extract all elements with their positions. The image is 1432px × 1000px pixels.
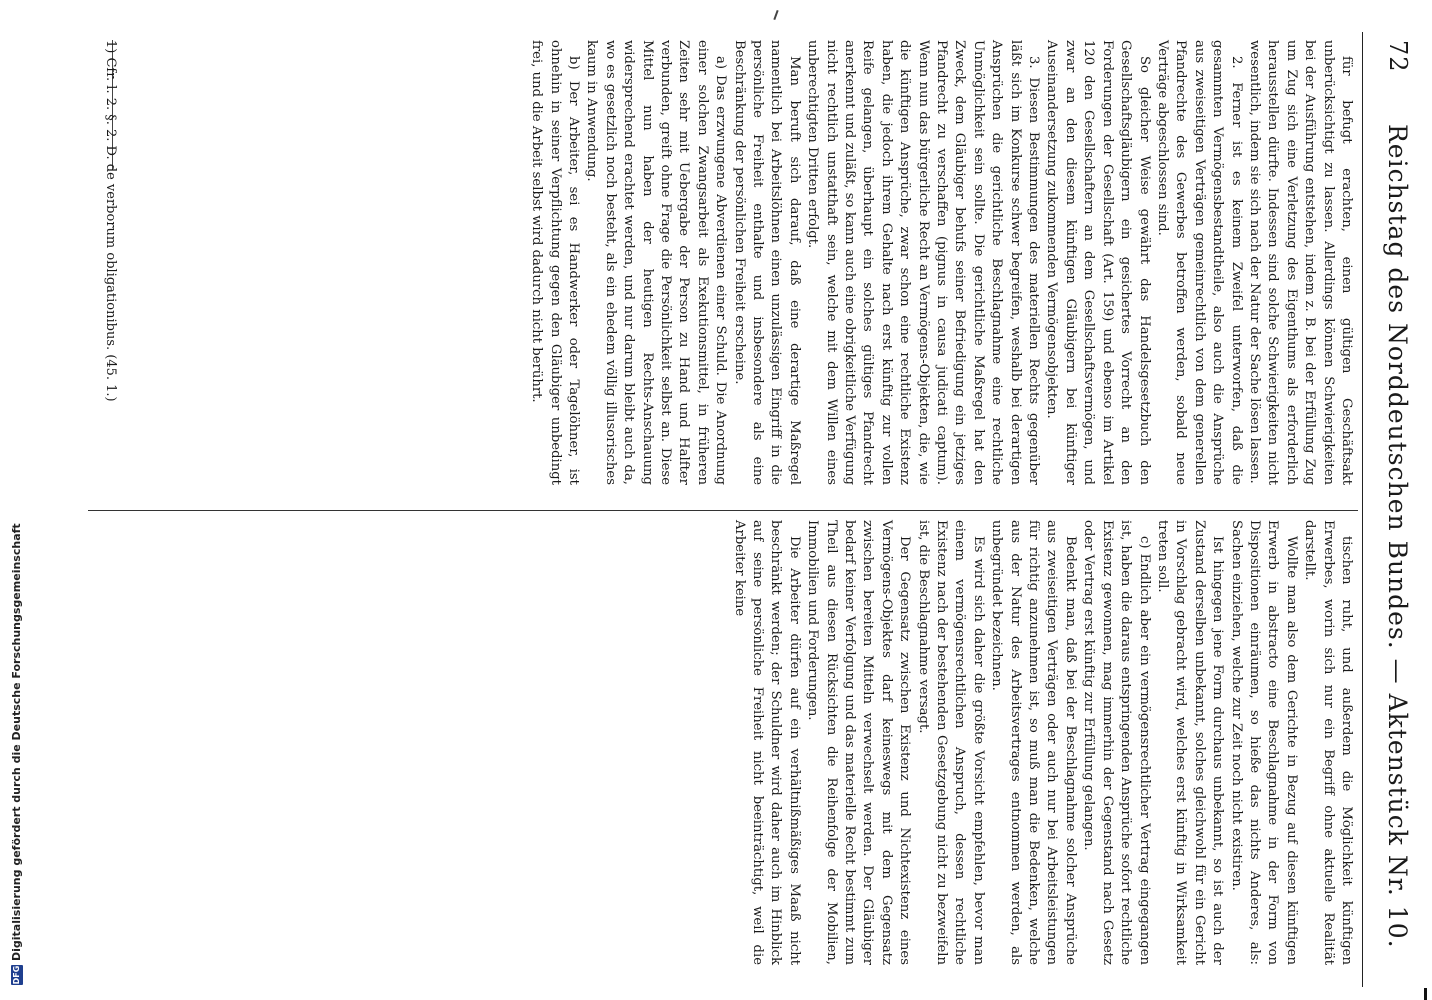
digitization-credit bbox=[10, 25, 23, 985]
paragraph: Man beruft sich darauf, daß eine derartige Maßregel namentlich bei Arbeitslöhnen einen unzulässigen Eingriff in die persönliche Freiheit enthalte und insbesondere als eine Beschränkung der persönlichen Freiheit erscheine. bbox=[731, 40, 802, 485]
paragraph: Ist hingegen jene Form durchaus unbekannt, so ist auch der Zustand derselben unbekannt, solches gleichwohl für ein Gericht in Vorschlag gebracht wird, welches erst künftig in Wirksamkeit treten soll. bbox=[1154, 520, 1226, 965]
dfg-logo: DFG bbox=[11, 965, 21, 985]
column-divider bbox=[88, 510, 1358, 511]
paragraph: a) Das erzwungene Abverdienen einer Schuld. Die Anordnung einer solchen Zwangsarbeit als Exekutionsmittel, in früheren Zeiten sehr mit Uebergabe der Person zu Hand und Halfter verbunden, greift ohne Frage die Persönlichkeit selbst an. Diese Mittel nun haben der heutigen Rechts-Anschauung widersprechend erachtet werden, und nur darum bleibt auch da, wo es gesetzlich noch besteht, als ein ehedem völlig illusorisches kaum in Anwendung. bbox=[584, 40, 729, 485]
paragraph: tischen ruht, und außerdem die Möglichkeit künftigen Erwerbes, worin sich nur ein Begriff ohne aktuelle Realität darstellt. bbox=[1302, 520, 1354, 965]
paragraph: Wollte man also dem Gerichte in Bezug auf diesen künftigen Erwerb in abstracto eine Beschlagnahme in der Form von Dispositionen einräumen, so hieße das nichts Anderes, als: Sachen einziehen, welche zur Zeit noch nicht existiren. bbox=[1228, 520, 1299, 965]
paragraph: Es wird sich daher die größte Vorsicht empfehlen, bevor man einem vermögensrechtlichen Anspruch, dessen rechtliche Existenz nach der bestehenden Gesetzgebung nicht zu bezweifeln ist, die Beschlagnahme versagt. bbox=[915, 520, 986, 965]
page-header bbox=[1378, 40, 1418, 1000]
text-column-right bbox=[729, 520, 1355, 965]
paragraph: Die Arbeiter dürfen auf ein verhältnißmäßiges Maaß nicht beschränkt werden; der Schuldner wird daher auch im Hinblick auf seine persönliche Freiheit nicht beeinträchtigt, weil die Arbeiter keine bbox=[731, 520, 802, 965]
paragraph: 2. Ferner ist es keinem Zweifel unterworfen, daß die gesammten Vermögensbestandtheile, also auch die Ansprüche aus zweiseitigen Verträgen gemeinrechtlich von dem generellen Pfandrechte des Gewerbes betroffen werden, sobald neue Verträge abgeschlossen sind. bbox=[1154, 40, 1244, 485]
credit-text: Digitalisierung gefördert durch die Deutsche Forschungsgemeinschaft bbox=[10, 523, 23, 961]
text-column-left bbox=[527, 40, 1355, 485]
paragraph: b) Der Arbeiter, sei es Handwerker oder Tagelöhner, ist ohnehin in seiner Verpflichtung gegen den Gläubiger unbedingt frei, und die Arbeit selbst wird dadurch nicht berührt. bbox=[529, 40, 581, 485]
paragraph: So gleicher Weise gewährt das Handelsgesetzbuch den Gesellschaftsgläubigern ein gesichertes Vorrecht an den Forderungen der Gesellschaft (Art. 159) und ebenso im Artikel 120 den Gesellschaftern an dem Gesellschaftsvermögen, und zwar an den diesem künftigen Gläubigern bei künftiger Auseinandersetzung zukommenden Vermögensobjekten. bbox=[1044, 40, 1152, 485]
paragraph: c) Endlich aber ein vermögensrechtlicher Vertrag eingegangen ist, haben die daraus entspringenden Ansprüche sofort rechtliche Existenz gewonnen, mag immerhin der Gegenstand nach Gesetz oder Vertrag erst künftig zur Erfüllung gelangen. bbox=[1081, 520, 1152, 965]
paragraph: 3. Diesen Bestimmungen des materiellen Rechts gegenüber läßt sich im Konkurse schwer begreifen, weshalb bei derartigen Ansprüchen die gerichtliche Beschlagnahme eine rechtliche Unmöglichkeit sein sollte. Die gerichtliche Maßregel hat den Zweck, dem Gläubiger behufs seiner Befriedigung ein jetziges Pfandrecht zu verschaffen (pignus in causa judicati captum). Wenn nun das bürgerliche Recht an Vermögens-Objekten, die, wie die künftigen Ansprüche, zwar schon eine rechtliche Existenz haben, die jedoch ihrem Gehalte nach erst künftig zur vollen Reife gelangen, überhaupt ein solches gültiges Pfandrecht anerkennt und zuläßt, so kann auch eine obrigkeitliche Verfügung nicht rechtlich unstatthaft sein, welche mit dem Willen eines unberechtigten Dritten erfolgt. bbox=[805, 40, 1042, 485]
header-title: Reichstag des Norddeutschen Bundes. — Aktenstück Nr. 10. bbox=[1383, 123, 1413, 949]
paragraph: Der Gegensatz zwischen Existenz und Nichtexistenz eines Vermögens-Objektes darf keineswegs mit dem Gegensatz zwischen bereiten Mitteln verwechselt werden. Der Gläubiger bedarf keiner Verfolgung und das materielle Recht bestimmt zum Theil aus diesen Rücksichten die Reihenfolge der Mobilien, Immobilien und Forderungen. bbox=[805, 520, 913, 965]
header-rule bbox=[1362, 32, 1363, 987]
page-number: 72 bbox=[1384, 40, 1412, 73]
footnote: 1) Cfr. l. 2. §. 2. D. de verborum obligationibus. (45. 1.) bbox=[103, 40, 118, 402]
scan-speck bbox=[773, 10, 778, 20]
page-edge-mark bbox=[1424, 988, 1432, 1000]
paragraph: für befugt erachten, einen gültigen Geschäftsakt unberücksichtigt zu lassen. Allerdings können Schwierigkeiten bei der Ausführung entstehen, indem z. B. bei der Erfüllung Zug um Zug sich eine Verletzung des Eigenthums als erforderlich herausstellen dürfte. Indessen sind solche Schwierigkeiten nicht wesentlich, indem sie sich nach der Natur der Sache lösen lassen. bbox=[1246, 40, 1354, 485]
paragraph: Bedenkt man, daß bei der Beschlagnahme solcher Ansprüche aus zweiseitigen Verträgen oder auch nur bei Arbeitsleistungen für richtig anzunehmen ist, so muß man die Bedenken, welche aus der Natur des Arbeitsvertrages entnommen werden, als unbegründet bezeichnen. bbox=[989, 520, 1078, 965]
